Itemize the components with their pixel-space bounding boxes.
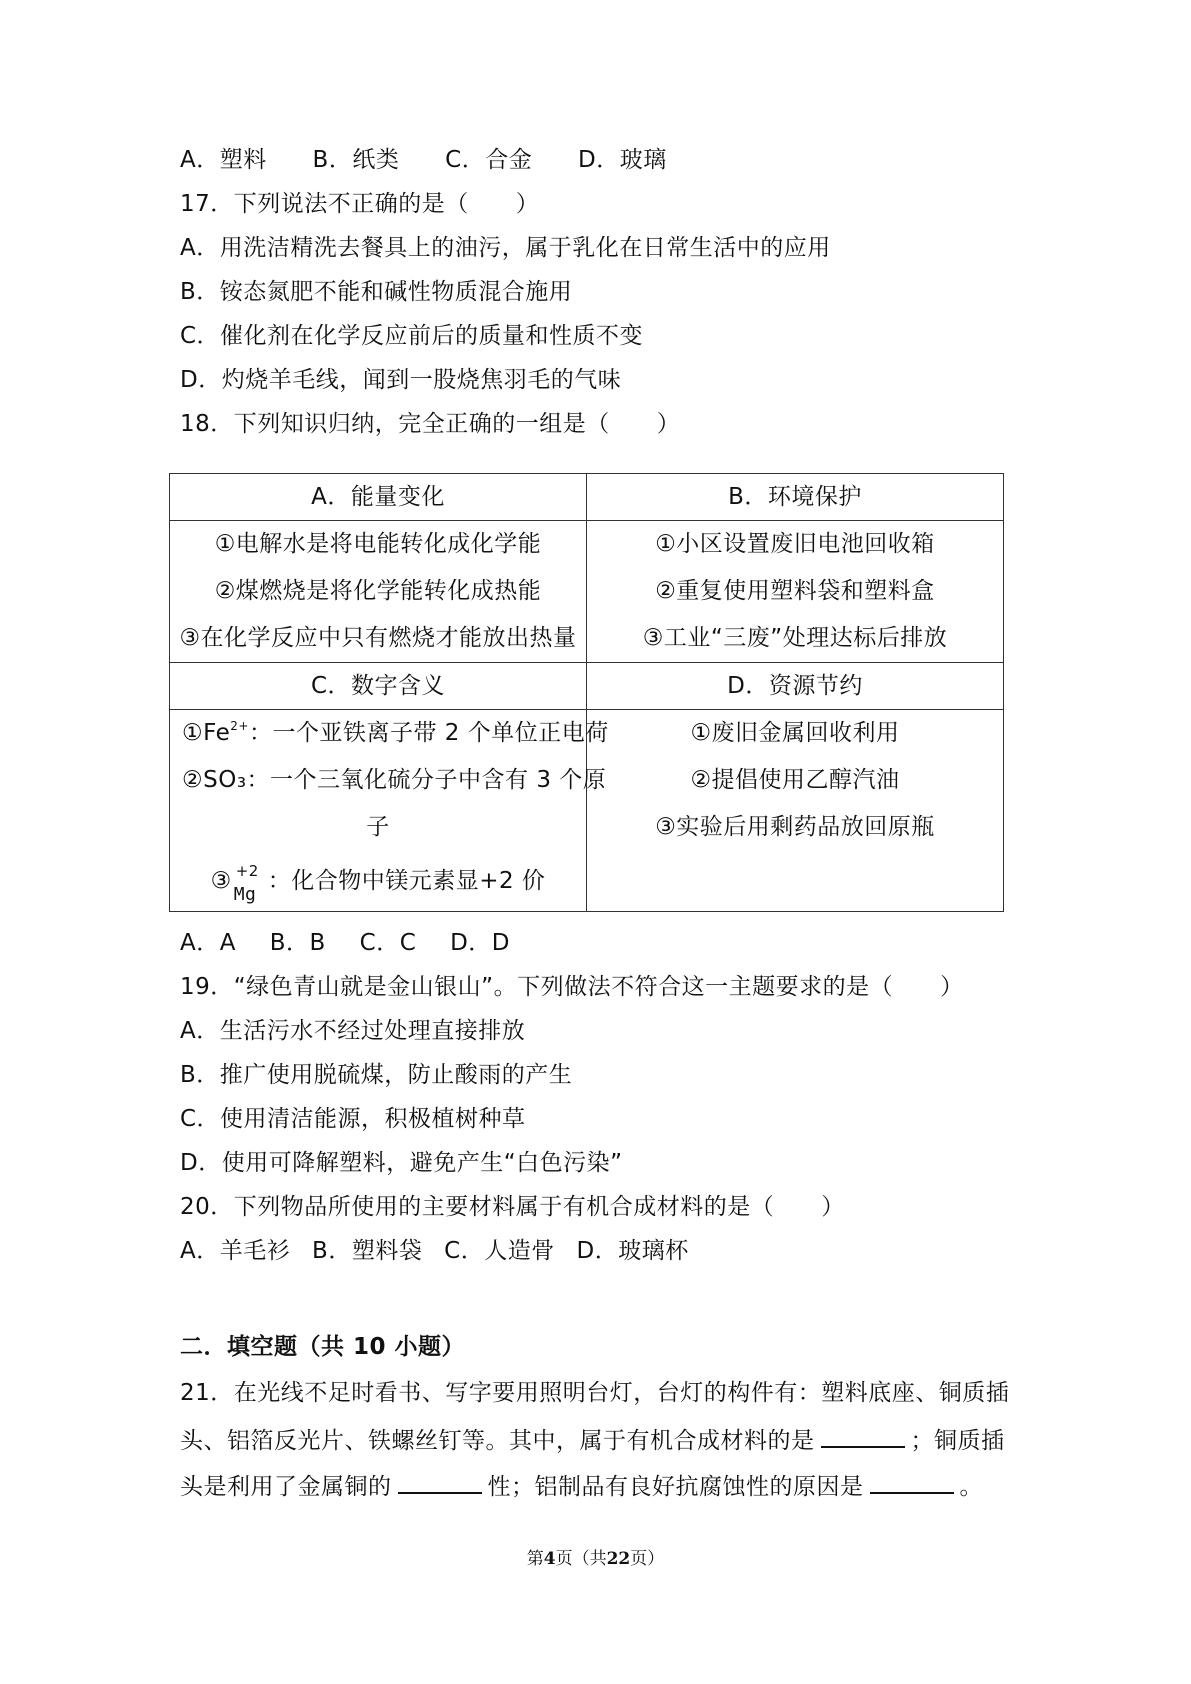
q21-text: ；铜质插 bbox=[910, 1428, 1005, 1454]
q19-option-d: D．使用可降解塑料，避免产生“白色污染” bbox=[180, 1150, 623, 1176]
q18-stem: 18．下列知识归纳，完全正确的一组是（ ） bbox=[180, 411, 681, 437]
answer-blank[interactable] bbox=[398, 1470, 482, 1494]
q20-options bbox=[180, 1236, 689, 1266]
table-head-a: A．能量变化 bbox=[170, 474, 587, 521]
q21-text: 头是利用了金属铜的 bbox=[180, 1474, 392, 1500]
cell-c-item-3 bbox=[170, 851, 586, 911]
q16-option-a: A．塑料 bbox=[180, 147, 267, 173]
cell-b-item: ②重复使用塑料袋和塑料盒 bbox=[655, 578, 935, 604]
table-cell-a bbox=[170, 521, 587, 663]
section-heading: 二．填空题（共 10 小题） bbox=[180, 1334, 466, 1360]
q17-option-a: A．用洗洁精洗去餐具上的油污，属于乳化在日常生活中的应用 bbox=[180, 235, 831, 261]
q18-option-b: B．B bbox=[269, 930, 326, 956]
mg-valence-symbol bbox=[232, 862, 264, 911]
q16-option-d: D．玻璃 bbox=[578, 147, 667, 173]
page-number: 4 bbox=[543, 1549, 556, 1569]
cell-a-item: ②煤燃烧是将化学能转化成热能 bbox=[214, 578, 542, 604]
footer-text: 页） bbox=[630, 1549, 665, 1569]
q19-stem: 19．“绿色青山就是金山银山”。下列做法不符合这一主题要求的是（ ） bbox=[180, 974, 964, 1000]
cell-d-item: ①废旧金属回收利用 bbox=[690, 720, 900, 746]
cell-a-item: ③在化学反应中只有燃烧才能放出热量 bbox=[179, 625, 577, 651]
q17-option-c: C．催化剂在化学反应前后的质量和性质不变 bbox=[180, 323, 644, 349]
q20-option-d: D．玻璃杯 bbox=[576, 1238, 689, 1264]
footer-text: 第 bbox=[526, 1549, 544, 1569]
q21-line-3 bbox=[180, 1470, 983, 1502]
fe-ion-meaning: ：一个亚铁离子带 2 个单位正电荷 bbox=[248, 720, 609, 746]
q16-options bbox=[180, 145, 667, 175]
q20-option-a: A．羊毛衫 bbox=[180, 1238, 291, 1264]
q21-text: 。 bbox=[959, 1474, 983, 1500]
answer-blank[interactable] bbox=[821, 1424, 905, 1448]
table-head-c: C．数字含义 bbox=[170, 663, 587, 710]
q19-option-b: B．推广使用脱硫煤，防止酸雨的产生 bbox=[180, 1062, 573, 1088]
table-cell-c bbox=[170, 710, 609, 912]
q18-option-c: C．C bbox=[359, 930, 417, 956]
q16-option-b: B．纸类 bbox=[312, 147, 400, 173]
q17-option-d: D．灼烧羊毛线，闻到一股烧焦羽毛的气味 bbox=[180, 367, 622, 393]
answer-blank[interactable] bbox=[870, 1470, 954, 1494]
mg-element: Mg bbox=[233, 884, 257, 905]
page-total: 22 bbox=[606, 1549, 631, 1569]
mg-valence: +2 bbox=[235, 862, 259, 880]
table-cell-b bbox=[587, 521, 1004, 663]
q20-stem: 20．下列物品所使用的主要材料属于有机合成材料的是（ ） bbox=[180, 1194, 845, 1220]
footer-text: 页（共 bbox=[555, 1549, 607, 1569]
q21-line-1: 21．在光线不足时看书、写字要用照明台灯，台灯的构件有：塑料底座、铜质插 bbox=[180, 1380, 1010, 1406]
cell-b-item: ③工业“三废”处理达标后排放 bbox=[642, 625, 948, 651]
q18-option-a: A．A bbox=[180, 930, 236, 956]
cell-d-item: ③实验后用剩药品放回原瓶 bbox=[655, 814, 935, 840]
mg-meaning: ：化合物中镁元素显+2 价 bbox=[267, 868, 546, 894]
cell-b-item: ①小区设置废旧电池回收箱 bbox=[655, 531, 935, 557]
cell-d-item: ②提倡使用乙醇汽油 bbox=[690, 767, 900, 793]
table-head-d: D．资源节约 bbox=[587, 663, 1004, 710]
q19-option-a: A．生活污水不经过处理直接排放 bbox=[180, 1018, 526, 1044]
q17-stem: 17．下列说法不正确的是（ ） bbox=[180, 191, 540, 217]
cell-c-item-2: ②SO₃：一个三氧化硫分子中含有 3 个原 bbox=[182, 767, 607, 793]
page-footer bbox=[0, 1544, 1191, 1569]
q19-option-c: C．使用清洁能源，积极植树种草 bbox=[180, 1106, 526, 1132]
table-cell-d bbox=[587, 710, 1004, 912]
q16-option-c: C．合金 bbox=[445, 147, 533, 173]
q21-text: 头、铝箔反光片、铁螺丝钉等。其中，属于有机合成材料的是 bbox=[180, 1428, 815, 1454]
q21-line-2 bbox=[180, 1424, 1005, 1456]
cell-c-item-1 bbox=[170, 710, 609, 757]
table-head-b: B．环境保护 bbox=[587, 474, 1004, 521]
q20-option-c: C．人造骨 bbox=[444, 1238, 555, 1264]
q20-option-b: B．塑料袋 bbox=[312, 1238, 423, 1264]
knowledge-table bbox=[169, 473, 1004, 912]
q17-option-b: B．铵态氮肥不能和碱性物质混合施用 bbox=[180, 279, 573, 305]
fe-ion-charge: 2+ bbox=[230, 719, 249, 733]
mg-prefix: ③ bbox=[210, 868, 232, 894]
fe-ion-prefix: ①Fe bbox=[182, 720, 231, 746]
q21-text: 性；铝制品有良好抗腐蚀性的原因是 bbox=[487, 1474, 864, 1500]
cell-c-item-2-wrap: 子 bbox=[366, 814, 390, 840]
cell-a-item: ①电解水是将电能转化成化学能 bbox=[214, 531, 542, 557]
q18-option-d: D．D bbox=[450, 930, 511, 956]
q18-options bbox=[180, 928, 536, 958]
